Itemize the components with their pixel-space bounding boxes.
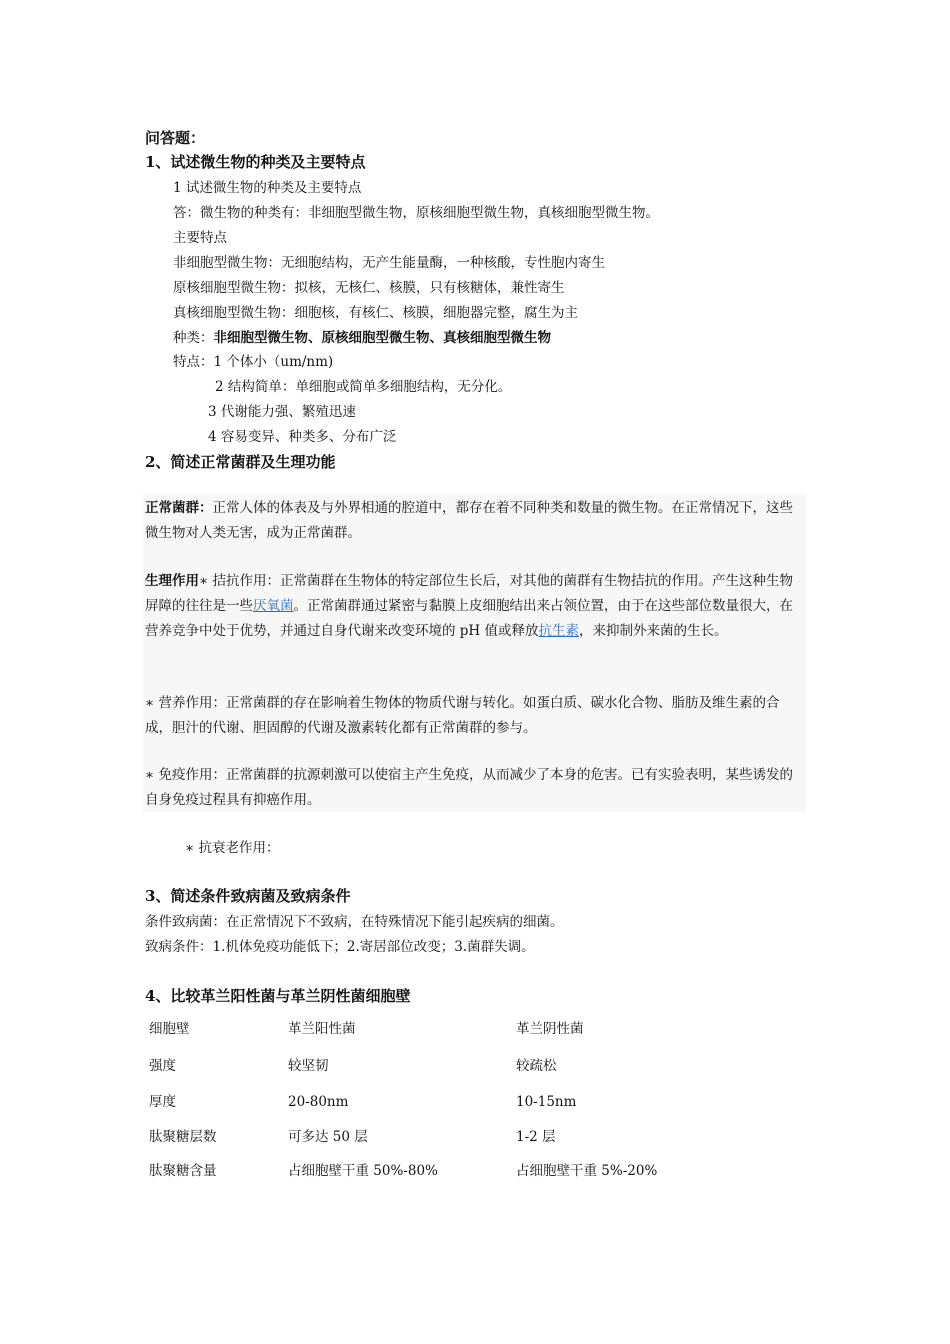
- q1-line: 原核细胞型微生物：拟核，无核仁、核膜，只有核糖体，兼性寄生: [173, 280, 565, 296]
- q1-feature: 2 结构简单：单细胞或简单多细胞结构，无分化。: [215, 379, 512, 395]
- table-header-cell: 革兰阴性菌: [516, 1021, 584, 1037]
- table-cell: 较坚韧: [288, 1058, 329, 1074]
- table-cell: 占细胞壁干重 50%-80%: [288, 1163, 438, 1179]
- table-cell: 强度: [149, 1058, 176, 1074]
- function-paragraph-2: ∗ 营养作用：正常菌群的存在影响着生物体的物质代谢与转化。如蛋白质、碳水化合物、脂肪及维生素的合成，胆汁的代谢、胆固醇的代谢及激素转化都有正常菌群的参与。: [145, 695, 780, 736]
- table-cell: 1-2 层: [516, 1129, 556, 1145]
- table-header-cell: 革兰阳性菌: [288, 1021, 356, 1037]
- q1-line: 真核细胞型微生物：细胞核，有核仁、核膜，细胞器完整，腐生为主: [173, 305, 578, 321]
- flora-text: 正常人体的体表及与外界相通的腔道中，都存在着不同种类和数量的微生物。在正常情况下，这些微生物对人类无害，成为正常菌群。: [145, 500, 793, 541]
- function-text: ∗ 拮抗作用：正常菌群在生物体的特定部位生长后，对其他的菌群有生物拮抗的作用。产生这种生物屏障的往往是一些: [145, 573, 793, 614]
- q3-line: 致病条件：1.机体免疫功能低下；2.寄居部位改变；3.菌群失调。: [145, 939, 535, 955]
- table-cell: 肽聚糖含量: [149, 1163, 217, 1179]
- function-paragraph-1: [145, 569, 805, 644]
- table-cell: 可多达 50 层: [288, 1129, 368, 1145]
- table-cell: 较疏松: [516, 1058, 557, 1074]
- question-2-heading: 2、简述正常菌群及生理功能: [145, 453, 336, 471]
- question-3-heading: 3、简述条件致病菌及致病条件: [145, 887, 351, 905]
- anaerobe-link[interactable]: 厌氧菌: [253, 598, 294, 614]
- q1-features-line: [173, 353, 333, 371]
- table-cell: 占细胞壁干重 5%-20%: [516, 1163, 658, 1179]
- function-paragraph-4: ∗ 抗衰老作用：: [185, 840, 280, 856]
- function-paragraph-3: ∗ 免疫作用：正常菌群的抗源刺激可以使宿主产生免疫，从而减少了本身的危害。已有实验表明，某些诱发的自身免疫过程具有抑癌作用。: [145, 767, 793, 808]
- q1-kinds-label: 种类：: [173, 330, 214, 346]
- q1-kinds-value: 非细胞型微生物、原核细胞型微生物、真核细胞型微生物: [213, 330, 551, 346]
- table-cell: 厚度: [149, 1094, 176, 1110]
- antibiotic-link[interactable]: 抗生素: [538, 623, 579, 639]
- table-cell: 肽聚糖层数: [149, 1129, 217, 1145]
- q1-line: 答：微生物的种类有：非细胞型微生物，原核细胞型微生物，真核细胞型微生物。: [173, 205, 659, 221]
- table-cell: 20-80nm: [288, 1094, 349, 1110]
- q1-line: 1 试述微生物的种类及主要特点: [173, 180, 362, 196]
- flora-label: 正常菌群：: [145, 500, 213, 516]
- flora-paragraph: [145, 496, 805, 546]
- function-text: ，来抑制外来菌的生长。: [579, 623, 728, 639]
- q1-kinds-line: [173, 329, 551, 347]
- question-1-heading: 1、试述微生物的种类及主要特点: [145, 153, 366, 171]
- function-text: 。正常菌群通过紧密与黏膜上皮细胞结出来占领位置，由于在这些部位数量很大，在营养竞争中处于优势，并通过自身代谢来改变环境的 pH 值或释放: [145, 598, 793, 639]
- q1-features-label: 特点：: [173, 354, 214, 370]
- q1-feature: 4 容易变异、种类多、分布广泛: [208, 429, 397, 445]
- table-header-cell: 细胞壁: [149, 1021, 190, 1037]
- q1-line: 非细胞型微生物：无细胞结构，无产生能量酶，一种核酸，专性胞内寄生: [173, 255, 605, 271]
- question-4-heading: 4、比较革兰阳性菌与革兰阴性菌细胞壁: [145, 987, 411, 1005]
- section-title: 问答题：: [145, 129, 206, 147]
- function-label: 生理作用: [145, 573, 199, 589]
- q1-feature: 1 个体小（um/nm): [213, 354, 334, 370]
- q3-line: 条件致病菌：在正常情况下不致病，在特殊情况下能引起疾病的细菌。: [145, 914, 564, 930]
- q1-feature: 3 代谢能力强、繁殖迅速: [208, 404, 356, 420]
- q1-line: 主要特点: [173, 230, 227, 246]
- table-cell: 10-15nm: [516, 1094, 577, 1110]
